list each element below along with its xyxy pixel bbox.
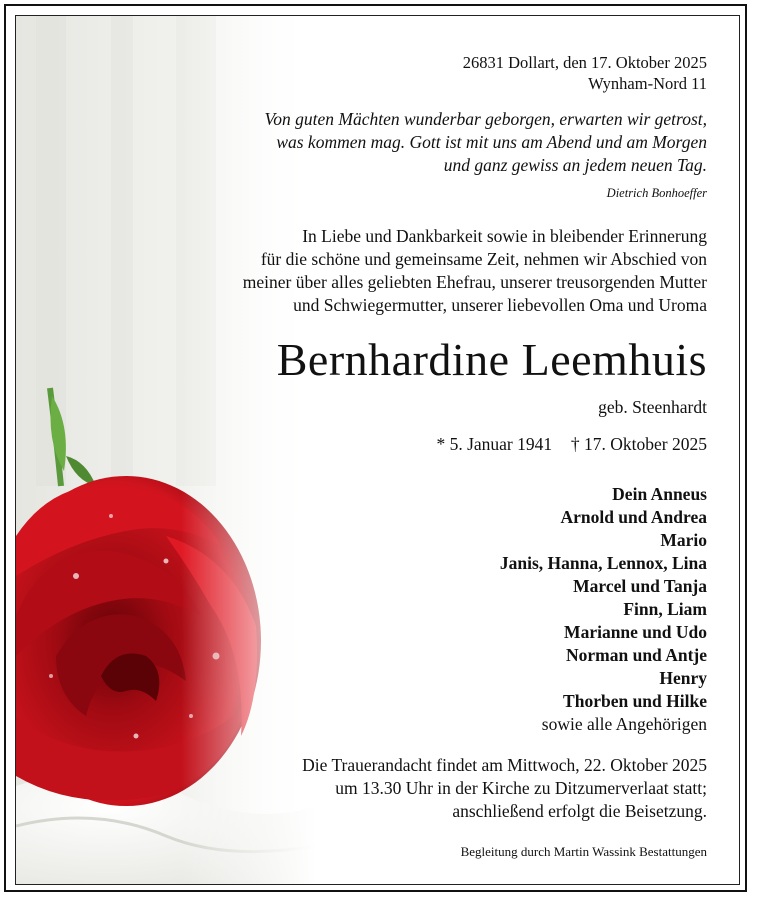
service-line: Die Trauerandacht findet am Mittwoch, 22. Oktober 2025 xyxy=(302,755,707,775)
birth-date: * 5. Januar 1941 xyxy=(436,434,553,454)
mourner-name: Janis, Hanna, Lennox, Lina xyxy=(499,553,707,573)
intro-text xyxy=(166,225,707,317)
mourner-name: Finn, Liam xyxy=(623,599,707,619)
service-line: anschließend erfolgt die Beisetzung. xyxy=(452,801,707,821)
maiden-name: geb. Steenhardt xyxy=(598,397,707,417)
mourners-list xyxy=(166,483,707,736)
mourner-name: Norman und Antje xyxy=(566,645,707,665)
mourner-name: Dein Anneus xyxy=(612,484,707,504)
place-date: 26831 Dollart, den 17. Oktober 2025 xyxy=(462,53,707,72)
obituary-text xyxy=(166,16,707,885)
quote-line: Von guten Mächten wunderbar geborgen, erwarten wir getrost, xyxy=(264,109,707,129)
mourner-name: Mario xyxy=(660,530,707,550)
obituary-frame xyxy=(4,4,747,892)
intro-line: meiner über alles geliebten Ehefrau, unserer treusorgenden Mutter xyxy=(242,272,707,292)
mourner-name: Marcel und Tanja xyxy=(573,576,707,596)
obituary-panel xyxy=(15,15,740,885)
quote-line: und ganz gewiss an jedem neuen Tag. xyxy=(443,155,707,175)
life-dates xyxy=(166,434,707,455)
mourner-name: Arnold und Andrea xyxy=(560,507,707,527)
undertaker-note: Begleitung durch Martin Wassink Bestattungen xyxy=(460,844,707,859)
mourner-name: Thorben und Hilke xyxy=(563,691,707,711)
mourner-name: Henry xyxy=(659,668,707,688)
service-info xyxy=(166,754,707,823)
street: Wynham-Nord 11 xyxy=(588,74,707,93)
service-line: um 13.30 Uhr in der Kirche zu Ditzumerverlaat statt; xyxy=(335,778,707,798)
header-address xyxy=(166,52,707,94)
quote-line: was kommen mag. Gott ist mit uns am Abend und am Morgen xyxy=(276,132,707,152)
quote xyxy=(166,108,707,177)
intro-line: und Schwiegermutter, unserer liebevollen Oma und Uroma xyxy=(293,295,707,315)
quote-author: Dietrich Bonhoeffer xyxy=(606,186,707,200)
mourner-name: Marianne und Udo xyxy=(564,622,707,642)
intro-line: für die schöne und gemeinsame Zeit, nehmen wir Abschied von xyxy=(260,249,707,269)
deceased-name: Bernhardine Leemhuis xyxy=(276,334,707,385)
intro-line: In Liebe und Dankbarkeit sowie in bleibender Erinnerung xyxy=(302,226,707,246)
death-date: † 17. Oktober 2025 xyxy=(570,434,707,454)
mourners-closing: sowie alle Angehörigen xyxy=(541,714,707,734)
